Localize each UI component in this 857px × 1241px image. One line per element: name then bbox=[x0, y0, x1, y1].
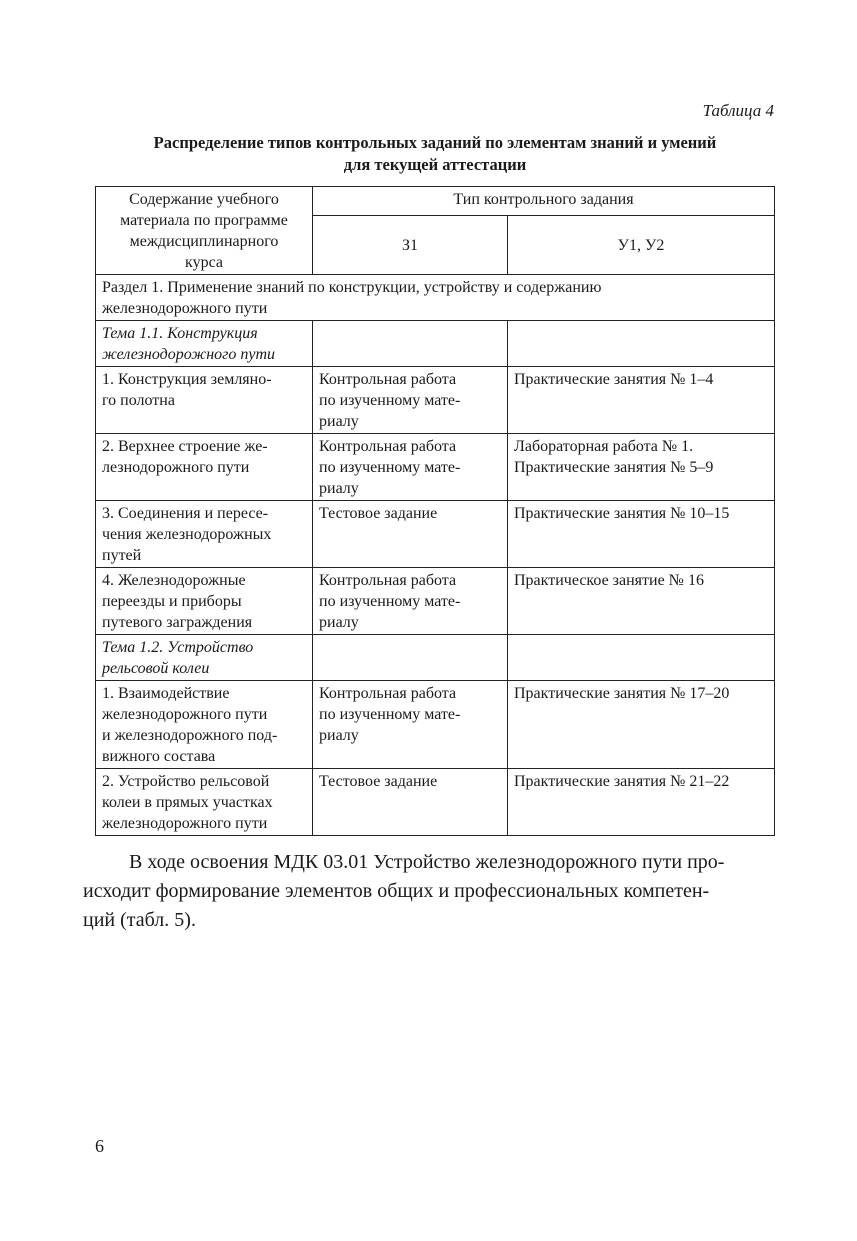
topic-line: рельсовой колеи bbox=[102, 660, 210, 677]
z1-cell bbox=[313, 367, 508, 434]
cell-line: по изученному мате- bbox=[319, 706, 461, 723]
cell-line: Контрольная работа bbox=[319, 685, 457, 702]
cell-line: железнодорожного пути bbox=[102, 815, 268, 832]
u-cell bbox=[508, 681, 775, 769]
section-line: железнодорожного пути bbox=[102, 300, 268, 317]
content-cell bbox=[96, 501, 313, 568]
z1-cell bbox=[313, 681, 508, 769]
table-row bbox=[96, 568, 775, 635]
table-caption bbox=[95, 132, 775, 176]
cell-line: и железнодорожного под- bbox=[102, 727, 278, 744]
u-cell bbox=[508, 568, 775, 635]
page-number: 6 bbox=[95, 1136, 104, 1156]
cell-line: по изученному мате- bbox=[319, 593, 461, 610]
cell-line: железнодорожного пути bbox=[102, 706, 268, 723]
cell-line: Тестовое задание bbox=[319, 773, 438, 790]
topic-row bbox=[96, 635, 775, 681]
table-number-label: Таблица 4 bbox=[702, 101, 774, 120]
header-u1-u2: У1, У2 bbox=[508, 216, 775, 275]
table-row bbox=[96, 501, 775, 568]
z1-cell bbox=[313, 501, 508, 568]
content-cell bbox=[96, 568, 313, 635]
cell-line: риалу bbox=[319, 614, 359, 631]
topic-cell bbox=[96, 635, 313, 681]
z1-cell bbox=[313, 769, 508, 836]
cell-line: лезнодорожного пути bbox=[102, 459, 250, 476]
caption-line: Распределение типов контрольных заданий по элементам знаний и умений bbox=[153, 133, 717, 152]
section-row bbox=[96, 275, 775, 321]
cell-line: Практические занятия № 1–4 bbox=[514, 371, 714, 388]
cell-line: вижного состава bbox=[102, 748, 216, 765]
cell-line: го полотна bbox=[102, 392, 175, 409]
topic-line: Тема 1.2. Устройство bbox=[102, 639, 254, 656]
cell-line: 1. Взаимодействие bbox=[102, 685, 230, 702]
header-line: курса bbox=[185, 254, 223, 271]
cell-line: Тестовое задание bbox=[319, 505, 438, 522]
cell-line: Контрольная работа bbox=[319, 371, 457, 388]
header-task-type: Тип контрольного задания bbox=[313, 187, 775, 216]
cell-line: Практическое занятие № 16 bbox=[514, 572, 704, 589]
table-row bbox=[96, 769, 775, 836]
assessment-distribution-table bbox=[95, 186, 775, 836]
header-line: междисциплинарного bbox=[129, 233, 279, 250]
header-z1: З1 bbox=[313, 216, 508, 275]
cell-line: 4. Железнодорожные bbox=[102, 572, 246, 589]
empty-cell bbox=[313, 321, 508, 367]
paragraph-line: ций (табл. 5). bbox=[83, 909, 196, 931]
cell-line: Практические занятия № 21–22 bbox=[514, 773, 730, 790]
topic-line: железнодорожного пути bbox=[102, 346, 276, 363]
cell-line: путей bbox=[102, 547, 142, 564]
cell-line: риалу bbox=[319, 727, 359, 744]
cell-line: риалу bbox=[319, 480, 359, 497]
z1-cell bbox=[313, 568, 508, 635]
table-row bbox=[96, 681, 775, 769]
cell-line: по изученному мате- bbox=[319, 392, 461, 409]
paragraph-line: В ходе освоения МДК 03.01 Устройство железнодорожного пути про- bbox=[129, 851, 725, 873]
cell-line: 3. Соединения и пересе- bbox=[102, 505, 269, 522]
cell-line: Практические занятия № 10–15 bbox=[514, 505, 730, 522]
cell-line: по изученному мате- bbox=[319, 459, 461, 476]
u-cell bbox=[508, 434, 775, 501]
content-cell bbox=[96, 769, 313, 836]
cell-line: переезды и приборы bbox=[102, 593, 242, 610]
cell-line: Практические занятия № 17–20 bbox=[514, 685, 730, 702]
empty-cell bbox=[508, 321, 775, 367]
u-cell bbox=[508, 501, 775, 568]
cell-line: 1. Конструкция земляно- bbox=[102, 371, 272, 388]
cell-line: Контрольная работа bbox=[319, 572, 457, 589]
z1-cell bbox=[313, 434, 508, 501]
cell-line: 2. Устройство рельсовой bbox=[102, 773, 270, 790]
cell-line: Лабораторная работа № 1. bbox=[514, 438, 694, 455]
cell-line: 2. Верхнее строение же- bbox=[102, 438, 268, 455]
body-paragraph bbox=[83, 848, 775, 935]
topic-cell bbox=[96, 321, 313, 367]
caption-line: для текущей аттестации bbox=[343, 155, 527, 174]
empty-cell bbox=[508, 635, 775, 681]
cell-line: колеи в прямых участках bbox=[102, 794, 273, 811]
cell-line: Контрольная работа bbox=[319, 438, 457, 455]
table-row bbox=[96, 434, 775, 501]
cell-line: путевого заграждения bbox=[102, 614, 253, 631]
table-row bbox=[96, 367, 775, 434]
content-cell bbox=[96, 434, 313, 501]
content-cell bbox=[96, 367, 313, 434]
header-line: материала по программе bbox=[120, 212, 288, 229]
cell-line: риалу bbox=[319, 413, 359, 430]
u-cell bbox=[508, 367, 775, 434]
cell-line: чения железнодорожных bbox=[102, 526, 272, 543]
empty-cell bbox=[313, 635, 508, 681]
section-line: Раздел 1. Применение знаний по конструкции, устройству и содержанию bbox=[102, 279, 602, 296]
u-cell bbox=[508, 769, 775, 836]
header-content-column bbox=[96, 187, 313, 275]
header-line: Содержание учебного bbox=[129, 191, 279, 208]
paragraph-line: исходит формирование элементов общих и профессиональных компетен- bbox=[83, 880, 710, 902]
topic-row bbox=[96, 321, 775, 367]
topic-line: Тема 1.1. Конструкция bbox=[102, 325, 258, 342]
content-cell bbox=[96, 681, 313, 769]
cell-line: Практические занятия № 5–9 bbox=[514, 459, 714, 476]
